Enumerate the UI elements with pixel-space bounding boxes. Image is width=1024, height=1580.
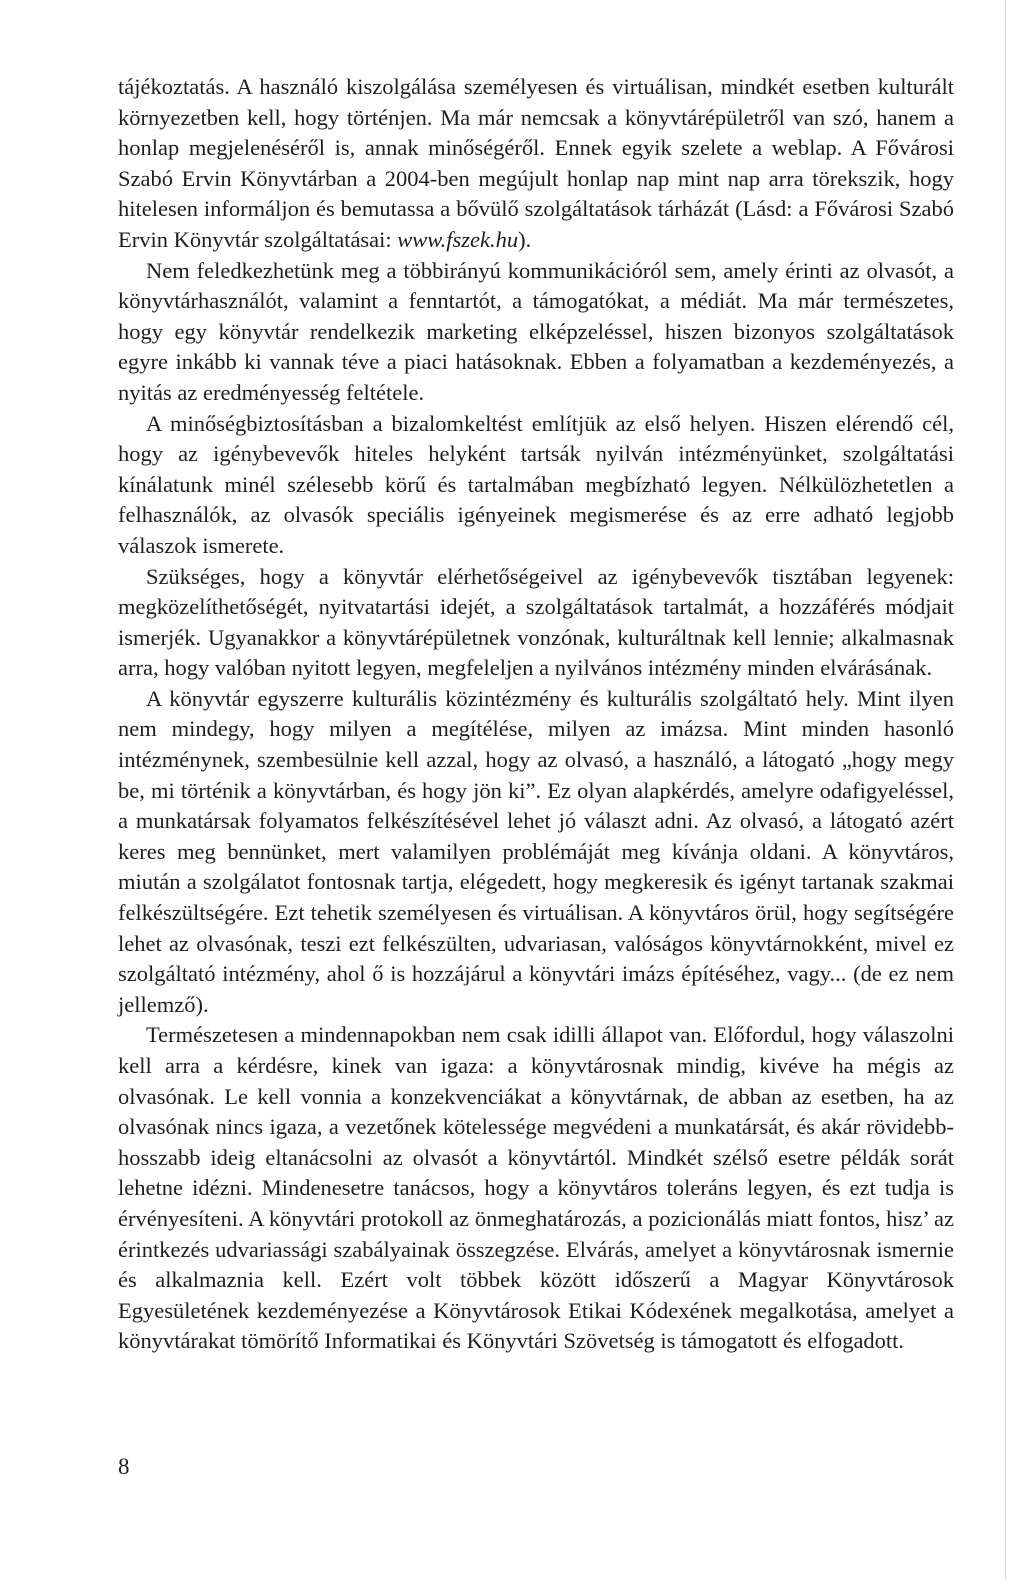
paragraph-1 <box>118 72 954 256</box>
paragraph-4: Szükséges, hogy a könyvtár elérhetőségeivel az igénybevevők tisztában legyenek: megközelíthetőségét, nyitvatartási idejét, a szolgáltatások tartalmát, a hozzáférés módjait ismerjék. Ugyanakkor a könyvtárépületnek vonzónak, kulturáltnak kell lennie; alkalmasnak arra, hogy valóban nyitott legyen, megfeleljen a nyilvános intézmény minden elvárásának. <box>118 563 954 681</box>
paragraph-1-text: tájékoztatás. A használó kiszolgálása személyesen és virtuálisan, mindkét esetben kulturált környezetben kell, hogy történjen. Ma már nemcsak a könyvtárépületről van szó, hanem a honlap megjelenéséről is, annak minőségéről. Ennek egyik szelete a weblap. A Fővárosi Szabó Ervin Könyvtárban a 2004-ben megújult honlap nap mint nap arra törekszik, hogy hitelesen informáljon és bemutassa a bővülő szolgáltatások tárházát (Lásd: a Fővárosi Szabó Ervin Könyvtár szolgáltatásai: <box>118 74 954 252</box>
paragraph-1-end: ). <box>518 226 532 252</box>
website-link: www.fszek.hu <box>397 226 519 252</box>
paragraph-2: Nem feledkezhetünk meg a többirányú kommunikációról sem, amely érinti az olvasót, a könyvtárhasználót, valamint a fenntartót, a támogatókat, a médiát. Ma már természetes, hogy egy könyvtár rendelkezik marketing elképzeléssel, hiszen bizonyos szolgáltatások egyre inkább ki vannak téve a piaci hatásoknak. Ebben a folyamatban a kezdeményezés, a nyitás az eredményesség feltétele. <box>118 257 954 405</box>
page-edge-line <box>1005 0 1006 1580</box>
body-text <box>118 72 954 1357</box>
paragraph-6: Természetesen a mindennapokban nem csak idilli állapot van. Előfordul, hogy válaszolni kell arra a kérdésre, kinek van igaza: a könyvtárosnak mindig, kivéve ha mégis az olvasónak. Le kell vonnia a konzekvenciákat a könyvtárnak, de abban az esetben, ha az olvasónak nincs igaza, a vezetőnek kötelessége megvédeni a munkatársát, és akár rövidebb-hosszabb ideig eltanácsolni az olvasót a könyvtártól. Mindkét szélső esetre példák sorát lehetne idézni. Mindenesetre tanácsos, hogy a könyvtáros toleráns legyen, és ezt tudja is érvényesíteni. A könyvtári protokoll az önmeghatározás, a pozicionálás miatt fontos, hisz’ az érintkezés udvariassági szabályainak összegzése. Elvárás, amelyet a könyvtárosnak ismernie és alkalmaznia kell. Ezért volt többek között időszerű a Magyar Könyvtárosok Egyesületének kezdeményezése a Könyvtárosok Etikai Kódexének megalkotása, amelyet a könyvtárakat tömörítő Informatikai és Könyvtári Szövetség is támogatott és elfogadott. <box>118 1022 954 1354</box>
page-number: 8 <box>118 1454 130 1479</box>
paragraph-3: A minőségbiztosításban a bizalomkeltést említjük az első helyen. Hiszen elérendő cél, hogy az igénybevevők hiteles helyként tartsák nyilván intézményünket, szolgáltatási kínálatunk minél szélesebb körű és tartalmában megbízható legyen. Nélkülözhetetlen a felhasználók, az olvasók speciális igényeinek megismerése és az erre adható legjobb válaszok ismerete. <box>118 410 954 558</box>
paragraph-5: A könyvtár egyszerre kulturális közintézmény és kulturális szolgáltató hely. Mint ilyen nem mindegy, hogy milyen a megítélése, milyen az imázsa. Mint minden hasonló intézménynek, szembesülnie kell azzal, hogy az olvasó, a használó, a látogató „hogy megy be, mi történik a könyvtárban, és hogy jön ki”. Ez olyan alapkérdés, amelyre odafigyeléssel, a munkatársak folyamatos felkészítésével lehet jó választ adni. Az olvasó, a látogató azért keres meg bennünket, mert valamilyen problémáját meg kívánja oldani. A könyvtáros, miután a szolgálatot fontosnak tartja, elégedett, hogy megkeresik és igényt tartanak szakmai felkészültségére. Ezt tehetik személyesen és virtuálisan. A könyvtáros örül, hogy segítségére lehet az olvasónak, teszi ezt felkészülten, udvariasan, valóságos könyvtárnokként, mivel ez szolgáltató intézmény, ahol ő is hozzájárul a könyvtári imázs építéséhez, vagy... (de ez nem jellemző). <box>118 685 954 1017</box>
